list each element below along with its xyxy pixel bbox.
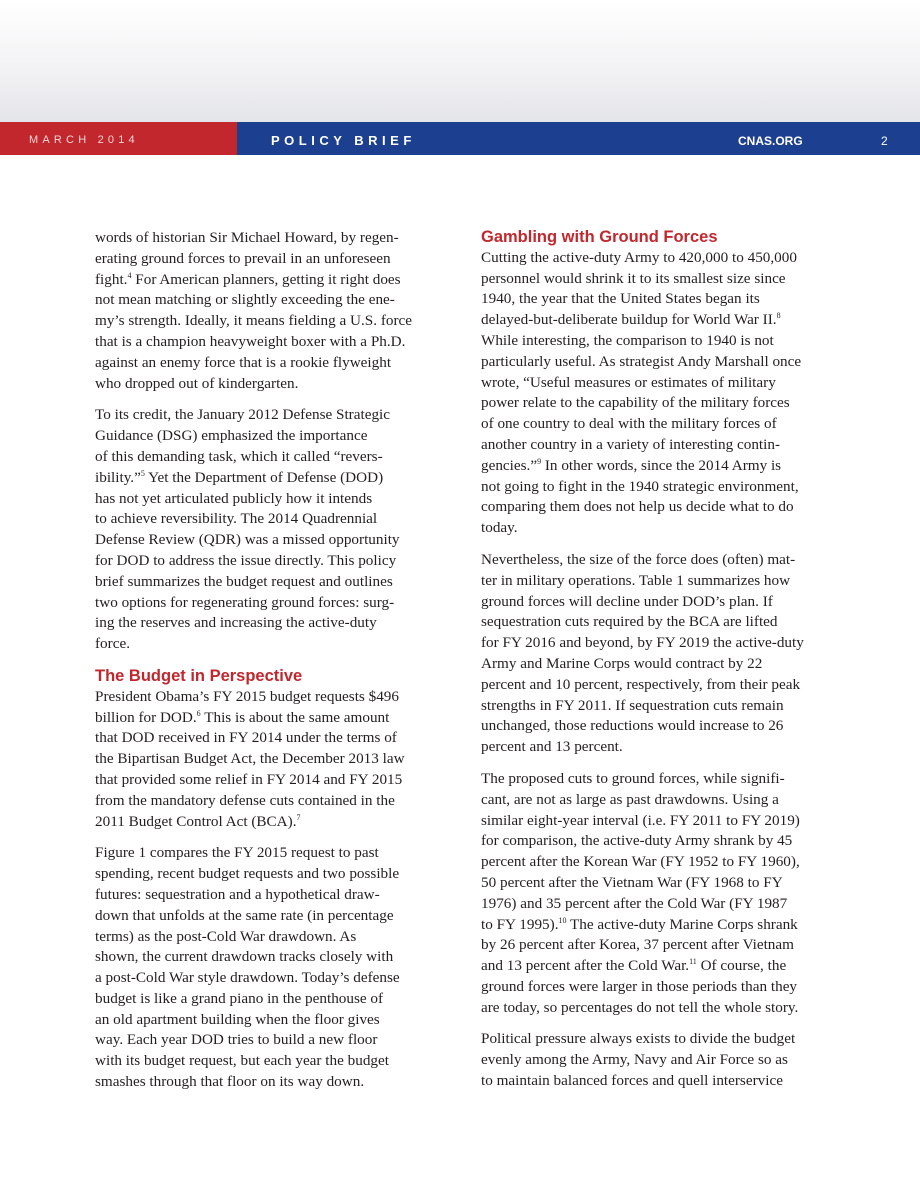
- line-text: percent and 10 percent, respectively, from their peak: [481, 675, 801, 693]
- line-text: way. Each year DOD tries to build a new floor: [95, 1031, 378, 1049]
- text-line: [95, 249, 440, 270]
- line-text: cant, are not as large as past drawdowns. Using a: [481, 790, 779, 808]
- text-line: [481, 373, 826, 394]
- text-line: [481, 769, 826, 790]
- text-line: [481, 393, 826, 414]
- line-text: gencies.”: [481, 456, 538, 474]
- footnote-marker[interactable]: 4: [127, 270, 132, 280]
- issue-date: MARCH 2014: [29, 134, 139, 146]
- text-line: [481, 654, 826, 675]
- text-line: [95, 687, 440, 708]
- line-text: against an enemy force that is a rookie flyweight: [95, 353, 392, 371]
- line-text: an old apartment building when the floor gives: [95, 1010, 380, 1028]
- text-line: [481, 716, 826, 737]
- text-line: [95, 530, 440, 551]
- line-text: of one country to deal with the military forces of: [481, 415, 777, 433]
- line-text: that provided some relief in FY 2014 and FY 2015: [95, 770, 403, 788]
- text-line: [95, 551, 440, 572]
- line-text: Army and Marine Corps would contract by 22: [481, 654, 763, 672]
- paragraph: [95, 843, 440, 1093]
- header-backdrop: [0, 0, 920, 122]
- text-line: [481, 811, 826, 832]
- text-line: [95, 290, 440, 311]
- text-line: [95, 708, 440, 729]
- text-line: [481, 592, 826, 613]
- line-text-continued: This is about the same amount: [200, 708, 390, 726]
- line-text: erating ground forces to prevail in an unforeseen: [95, 249, 391, 267]
- text-line: [481, 550, 826, 571]
- line-text: ibility.”: [95, 468, 141, 486]
- line-text: to achieve reversibility. The 2014 Quadrennial: [95, 510, 378, 528]
- line-text: not going to fight in the 1940 strategic environment,: [481, 477, 799, 495]
- line-text: personnel would shrink it to its smallest size since: [481, 269, 786, 287]
- text-line: [95, 613, 440, 634]
- text-line: [95, 1072, 440, 1093]
- line-text: has not yet articulated publicly how it intends: [95, 489, 373, 507]
- text-line: [95, 228, 440, 249]
- text-line: [481, 873, 826, 894]
- line-text: The proposed cuts to ground forces, while signifi-: [481, 769, 785, 787]
- text-line: [481, 977, 826, 998]
- line-text: Defense Review (QDR) was a missed opportunity: [95, 531, 400, 549]
- page-number: 2: [881, 134, 888, 148]
- line-text: unchanged, those reductions would increase to 26: [481, 717, 784, 735]
- text-line: [95, 864, 440, 885]
- paragraph: [95, 687, 440, 833]
- text-line: [95, 968, 440, 989]
- text-line: [481, 998, 826, 1019]
- header-title-block: [237, 122, 920, 155]
- text-line: [481, 696, 826, 717]
- footnote-marker[interactable]: 10: [558, 915, 567, 925]
- line-text: today.: [481, 519, 518, 537]
- paragraph: [481, 769, 826, 1019]
- text-line: [481, 633, 826, 654]
- line-text: with its budget request, but each year the budget: [95, 1052, 389, 1070]
- line-text: for FY 2016 and beyond, by FY 2019 the active-duty: [481, 634, 804, 652]
- line-text: power relate to the capability of the military forces: [481, 394, 790, 412]
- line-text: shown, the current drawdown tracks closely with: [95, 948, 394, 966]
- line-text: ground forces will decline under DOD’s plan. If: [481, 592, 773, 610]
- line-text: smashes through that floor on its way down.: [95, 1073, 365, 1091]
- line-text: budget is like a grand piano in the penthouse of: [95, 989, 384, 1007]
- line-text: While interesting, the comparison to 1940 is not: [481, 331, 774, 349]
- line-text: for comparison, the active-duty Army shrank by 45: [481, 832, 793, 850]
- line-text: to FY 1995).: [481, 915, 559, 933]
- line-text: another country in a variety of interesting contin-: [481, 435, 781, 453]
- line-text: To its credit, the January 2012 Defense Strategic: [95, 406, 390, 424]
- text-line: [95, 593, 440, 614]
- text-line: [481, 956, 826, 977]
- line-text: sequestration cuts required by the BCA are lifted: [481, 613, 778, 631]
- text-line: [95, 509, 440, 530]
- paragraph: [95, 228, 440, 394]
- text-line: [481, 497, 826, 518]
- text-line: [481, 790, 826, 811]
- text-line: [481, 248, 826, 269]
- text-line: [95, 447, 440, 468]
- paragraph: [481, 248, 826, 539]
- text-line: [95, 353, 440, 374]
- text-line: [481, 1029, 826, 1050]
- text-line: [95, 468, 440, 489]
- text-line: [481, 915, 826, 936]
- line-text: similar eight-year interval (i.e. FY 2011 to FY 2019): [481, 811, 800, 829]
- text-line: [481, 414, 826, 435]
- line-text: percent after the Korean War (FY 1952 to FY 1960),: [481, 853, 800, 871]
- line-text: ter in military operations. Table 1 summarizes how: [481, 571, 791, 589]
- line-text-continued: The active-duty Marine Corps shrank: [566, 915, 798, 933]
- text-line: [95, 332, 440, 353]
- text-line: [481, 269, 826, 290]
- text-line: [481, 456, 826, 477]
- text-line: [95, 374, 440, 395]
- line-text: futures: sequestration and a hypothetical draw-: [95, 885, 380, 903]
- text-line: [95, 927, 440, 948]
- text-line: [481, 1050, 826, 1071]
- line-text: Political pressure always exists to divide the budget: [481, 1030, 796, 1048]
- footnote-marker[interactable]: 7: [296, 812, 301, 822]
- text-line: [481, 310, 826, 331]
- text-line: [95, 728, 440, 749]
- text-line: [95, 989, 440, 1010]
- line-text-continued: In other words, since the 2014 Army is: [541, 456, 782, 474]
- text-line: [95, 1051, 440, 1072]
- line-text: a post-Cold War style drawdown. Today’s defense: [95, 969, 400, 987]
- line-text: Cutting the active-duty Army to 420,000 to 450,000: [481, 248, 797, 266]
- text-line: [481, 331, 826, 352]
- text-line: [481, 289, 826, 310]
- site-link[interactable]: CNAS.ORG: [738, 134, 803, 148]
- paragraph: [481, 550, 826, 758]
- line-text: spending, recent budget requests and two possible: [95, 865, 400, 883]
- section-heading: The Budget in Perspective: [95, 666, 303, 685]
- footnote-marker[interactable]: 5: [140, 468, 145, 478]
- text-line: [481, 852, 826, 873]
- text-line: [95, 405, 440, 426]
- line-text: my’s strength. Ideally, it means fielding a U.S. force: [95, 312, 413, 330]
- line-text: delayed-but-deliberate buildup for World War II.: [481, 311, 777, 329]
- line-text: 1940, the year that the United States began its: [481, 290, 760, 308]
- publication-type: POLICY BRIEF: [271, 132, 416, 148]
- header-date-block: [0, 122, 237, 155]
- text-line: [95, 426, 440, 447]
- text-line: [95, 1010, 440, 1031]
- line-text: wrote, “Useful measures or estimates of military: [481, 373, 776, 391]
- line-text: percent and 13 percent.: [481, 738, 623, 756]
- text-line: [481, 352, 826, 373]
- line-text: terms) as the post-Cold War drawdown. As: [95, 927, 357, 945]
- text-line: [481, 571, 826, 592]
- line-text: and 13 percent after the Cold War.: [481, 957, 690, 975]
- section-heading: Gambling with Ground Forces: [481, 228, 718, 246]
- line-text: 50 percent after the Vietnam War (FY 1968 to FY: [481, 873, 783, 891]
- line-text: 1976) and 35 percent after the Cold War (FY 1987: [481, 894, 788, 912]
- text-line: [481, 518, 826, 539]
- line-text: of this demanding task, which it called “revers-: [95, 447, 383, 465]
- text-line: [95, 947, 440, 968]
- left-column: [95, 228, 440, 1104]
- line-text: strengths in FY 2011. If sequestration cuts remain: [481, 696, 784, 714]
- text-line: [481, 612, 826, 633]
- text-line: [95, 885, 440, 906]
- line-text: force.: [95, 635, 130, 653]
- text-line: [95, 634, 440, 655]
- text-line: [481, 477, 826, 498]
- line-text: fight.: [95, 270, 128, 288]
- line-text-continued: Yet the Department of Defense (DOD): [144, 468, 384, 486]
- line-text: evenly among the Army, Navy and Air Force so as: [481, 1051, 788, 1069]
- text-line: [481, 935, 826, 956]
- line-text: by 26 percent after Korea, 37 percent after Vietnam: [481, 936, 794, 954]
- text-line: [95, 791, 440, 812]
- text-line: [95, 311, 440, 332]
- line-text: that is a champion heavyweight boxer with a Ph.D.: [95, 332, 406, 350]
- text-line: [481, 1071, 826, 1092]
- footnote-marker[interactable]: 8: [776, 311, 781, 321]
- right-column: [481, 228, 826, 1103]
- text-line: [95, 770, 440, 791]
- line-text: President Obama’s FY 2015 budget requests $496: [95, 687, 399, 705]
- line-text: that DOD received in FY 2014 under the terms of: [95, 729, 397, 747]
- text-line: [95, 906, 440, 927]
- line-text: two options for regenerating ground forces: surg-: [95, 593, 395, 611]
- text-line: [481, 894, 826, 915]
- text-line: [95, 270, 440, 291]
- line-text: billion for DOD.: [95, 708, 197, 726]
- text-line: [481, 831, 826, 852]
- line-text: words of historian Sir Michael Howard, by regen-: [95, 229, 399, 246]
- text-line: [95, 812, 440, 833]
- line-text: from the mandatory defense cuts contained in the: [95, 791, 395, 809]
- line-text: ing the reserves and increasing the active-duty: [95, 614, 377, 632]
- footnote-marker[interactable]: 9: [537, 456, 542, 466]
- header-band: [0, 122, 920, 155]
- line-text: brief summarizes the budget request and outlines: [95, 572, 393, 590]
- line-text: Figure 1 compares the FY 2015 request to past: [95, 844, 379, 862]
- line-text: are today, so percentages do not tell the whole story.: [481, 998, 799, 1016]
- line-text: for DOD to address the issue directly. This policy: [95, 551, 397, 569]
- line-text: 2011 Budget Control Act (BCA).: [95, 812, 297, 830]
- line-text: down that unfolds at the same rate (in percentage: [95, 906, 394, 924]
- paragraph: [481, 1029, 826, 1091]
- footnote-marker[interactable]: 11: [689, 957, 697, 967]
- line-text: ground forces were larger in those periods than they: [481, 977, 798, 995]
- line-text-continued: Of course, the: [696, 957, 787, 975]
- text-line: [95, 843, 440, 864]
- line-text: to maintain balanced forces and quell interservice: [481, 1072, 783, 1090]
- paragraph: [95, 405, 440, 655]
- text-line: [481, 435, 826, 456]
- line-text: who dropped out of kindergarten.: [95, 374, 299, 392]
- text-line: [95, 572, 440, 593]
- line-text-continued: For American planners, getting it right does: [131, 270, 401, 288]
- text-line: [95, 1030, 440, 1051]
- text-line: [95, 749, 440, 770]
- line-text: Nevertheless, the size of the force does (often) mat-: [481, 550, 796, 568]
- text-line: [481, 737, 826, 758]
- text-line: [481, 675, 826, 696]
- line-text: particularly useful. As strategist Andy Marshall once: [481, 352, 802, 370]
- text-line: [95, 489, 440, 510]
- line-text: not mean matching or slightly exceeding the ene-: [95, 291, 395, 309]
- line-text: comparing them does not help us decide what to do: [481, 498, 794, 516]
- line-text: Guidance (DSG) emphasized the importance: [95, 427, 368, 445]
- footnote-marker[interactable]: 6: [196, 708, 201, 718]
- line-text: the Bipartisan Budget Act, the December 2013 law: [95, 750, 405, 768]
